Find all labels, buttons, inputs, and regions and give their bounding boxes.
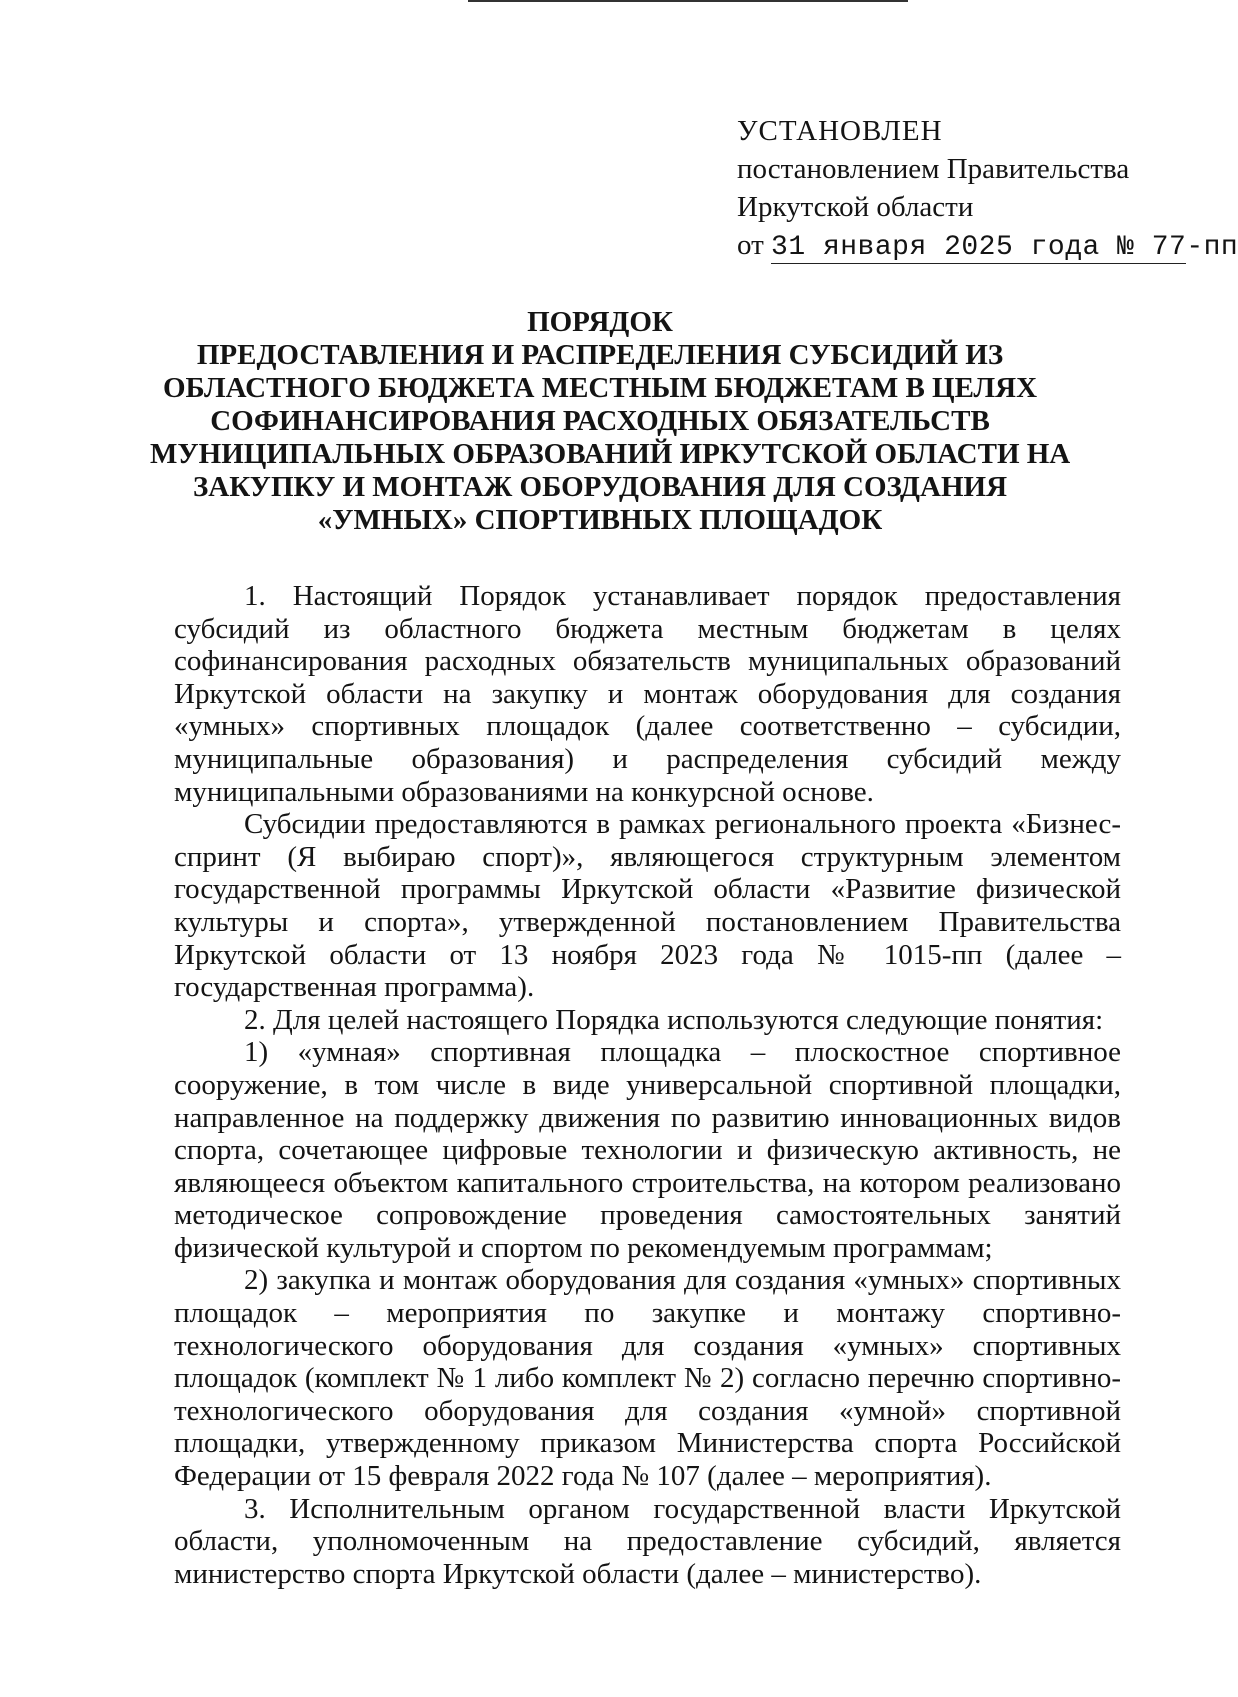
decree-date-line xyxy=(737,226,1238,267)
approval-stamp xyxy=(737,112,1238,267)
decree-date-suffix: -пп xyxy=(1186,232,1238,263)
title-line: ПРЕДОСТАВЛЕНИЯ И РАСПРЕДЕЛЕНИЯ СУБСИДИЙ ИЗ xyxy=(196,339,1004,371)
paragraph-1: 1. Настоящий Порядок устанавливает порядок предоставления субсидий из областного бюджета местным бюджетам в целях софинансирования расходных обязательств муниципальных образований Иркутской области на закупку и монтаж оборудования для создания «умных» спортивных площадок (далее соответственно – субсидии, муниципальные образования) и распределения субсидий между муниципальными образованиями на конкурсной основе. xyxy=(174,580,1121,808)
title-line: ЗАКУПКУ И МОНТАЖ ОБОРУДОВАНИЯ ДЛЯ СОЗДАНИЯ xyxy=(192,471,1008,503)
title-line: МУНИЦИПАЛЬНЫХ ОБРАЗОВАНИЙ ИРКУТСКОЙ ОБЛАСТИ НА xyxy=(150,438,1071,470)
title-line: ПОРЯДОК xyxy=(527,306,673,338)
definition-2: 2) закупка и монтаж оборудования для создания «умных» спортивных площадок – мероприятия по закупке и монтажу спортивно-технологического оборудования для создания «умных» спортивных площадок (комплект № 1 либо комплект № 2) согласно перечню спортивно-технологического оборудования для создания «умной» спортивной площадки, утвержденному приказом Министерства спорта Российской Федерации от 15 февраля 2022 года № 107 (далее – мероприятия). xyxy=(174,1264,1121,1493)
paragraph-subsidies: Субсидии предоставляются в рамках регионального проекта «Бизнес-спринт (Я выбираю спорт)», являющегося структурным элементом государственной программы Иркутской области «Развитие физической культуры и спорта», утвержденной постановлением Правительства Иркутской области от 13 ноября 2023 года № 1015-пп (далее – государственная программа). xyxy=(174,808,1121,1004)
top-divider xyxy=(468,0,908,2)
paragraph-2: 2. Для целей настоящего Порядка используются следующие понятия: xyxy=(244,1003,1104,1036)
definition-1: 1) «умная» спортивная площадка – плоскостное спортивное сооружение, в том числе в виде универсальной спортивной площадки, направленное на поддержку движения по развитию инновационных видов спорта, сочетающее цифровые технологии и физическую активность, не являющееся объектом капитального строительства, на котором реализовано методическое сопровождение проведения самостоятельных занятий физической культурой и спортом по рекомендуемым программам; xyxy=(174,1036,1121,1264)
paragraph-3: 3. Исполнительным органом государственной власти Иркутской области, уполномоченным на предоставление субсидий, является министерство спорта Иркутской области (далее – министерство). xyxy=(174,1492,1121,1590)
decree-date-value: 31 января 2025 года № 77 xyxy=(771,232,1187,263)
document-body xyxy=(174,580,1121,1590)
title-line: «УМНЫХ» СПОРТИВНЫХ ПЛОЩАДОК xyxy=(317,504,883,536)
title-line: СОФИНАНСИРОВАНИЯ РАСХОДНЫХ ОБЯЗАТЕЛЬСТВ xyxy=(210,405,990,437)
decree-date-prefix: от xyxy=(737,229,772,261)
title-line: ОБЛАСТНОГО БЮДЖЕТА МЕСТНЫМ БЮДЖЕТАМ В ЦЕЛЯХ xyxy=(162,372,1038,404)
approval-heading: УСТАНОВЛЕН xyxy=(737,115,943,147)
approval-line-1: постановлением Правительства xyxy=(737,153,1130,185)
document-title xyxy=(150,306,1071,537)
approval-line-2: Иркутской области xyxy=(737,191,974,223)
